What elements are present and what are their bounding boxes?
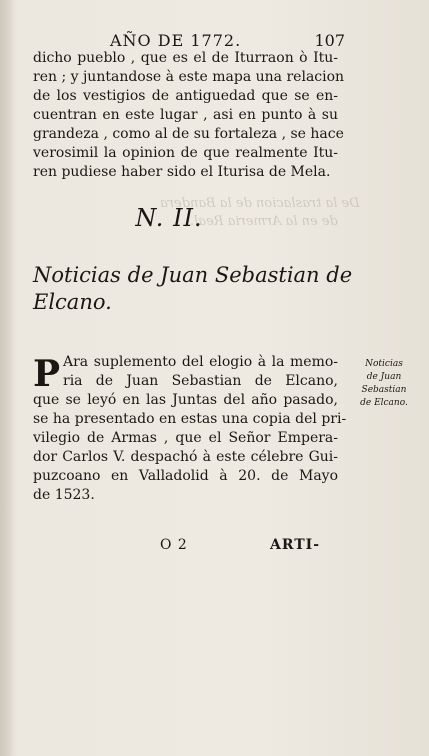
text-line: dor Carlos V. despachó à este célebre Gui- (33, 449, 338, 465)
text-line: Ara suplemento del elogio à la memo- (63, 354, 338, 370)
paragraph-iturisa (33, 49, 345, 182)
text-line: cuentran en este lugar , asi en punto à su (33, 107, 338, 123)
page-number: 107 (314, 31, 345, 50)
drop-cap: P (33, 353, 61, 395)
text-line: se ha presentado en estas una copia del pri- (33, 411, 347, 427)
margin-note-line: de Elcano. (360, 398, 408, 408)
paragraph-elcano (33, 353, 347, 505)
margin-note-line: Sebastian (361, 385, 407, 395)
page-header (0, 31, 429, 51)
section-title-line: Noticias de Juan Sebastian de (33, 263, 353, 287)
margin-note-line: de Juan (366, 372, 402, 382)
text-line: verosimil la opinion de que realmente Itu- (33, 145, 338, 161)
section-number: N. II. (135, 204, 203, 232)
margin-note (344, 358, 424, 410)
text-line: grandeza , como al de su fortaleza , se hace (33, 126, 344, 142)
text-line: vilegio de Armas , que el Señor Empera- (33, 430, 338, 446)
page-spine-shadow (0, 0, 14, 756)
show-through-text: de en la Armeria Real. (190, 214, 338, 229)
margin-note-line: Noticias (365, 359, 403, 369)
running-head: AÑO DE 1772. (110, 31, 242, 50)
text-line: que se leyó en las Juntas del año pasado, (33, 392, 338, 408)
text-line: ren ; y juntandose à este mapa una relacion (33, 69, 345, 85)
text-line: de 1523. (33, 487, 95, 503)
text-line: dicho pueblo , que es el de Iturraon ò Itu- (33, 50, 338, 66)
text-line: de los vestigios de antiguedad que se en- (33, 88, 338, 104)
section-title (33, 262, 353, 316)
text-line: ria de Juan Sebastian de Elcano, (63, 373, 338, 389)
signature-mark: O 2 (160, 537, 188, 553)
text-line: puzcoano en Valladolid à 20. de Mayo (33, 468, 338, 484)
show-through-text: De la traslacion de la Bandera (160, 196, 360, 211)
catchword: ARTI- (270, 537, 321, 553)
section-title-line: Elcano. (33, 290, 112, 314)
text-line: ren pudiese haber sido el Iturisa de Mela. (33, 164, 331, 180)
